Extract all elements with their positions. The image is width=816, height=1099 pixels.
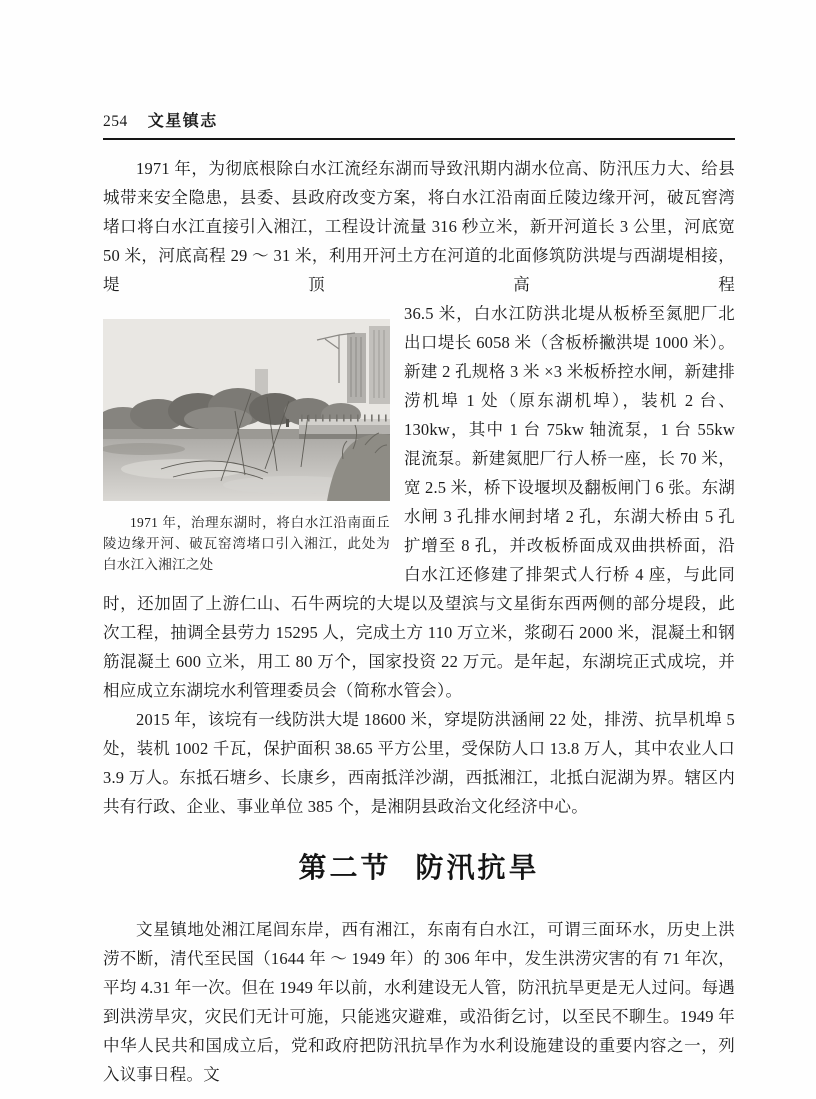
- paragraph-1971-intro: 1971 年，为彻底根除白水江流经东湖而导致汛期内湖水位高、防汛压力大、给县城带来安全隐患，县委、县政府改变方案，将白水江沿南面丘陵边缘开河，破瓦窖湾堵口将白水江直接引入湘江，工程设计流量 316 秒立米，新开河道长 3 公里，河底宽 50 米，河底高程 29 ～ 31 米，利用开河土方在河道的北面修筑防洪堤与西湖堤相接，堤顶高程: [103, 159, 735, 294]
- page-content: [103, 108, 735, 1089]
- paragraph-1971-continued-text: 36.5 米，白水江防洪北堤从板桥至氮肥厂北出口堤长 6058 米（含板桥撇洪堤 1000 米）。新建 2 孔规格 3 米 ×3 米板桥控水闸，新建排涝机埠 1 处（原东湖机埠），装机 2 台、130kw，其中 1 台 75kw 轴流泵，1 台 55kw 混流泵。新建氮肥厂行人桥一座，长 70 米，宽 2.5 米，桥下设堰坝及翻板闸门 6 张。东湖水闸 3 孔排水闸封堵 2 孔，东湖大桥由 5 孔扩增至 8 孔，并改板桥面成双曲拱桥面，沿白水江还修建了排架式人行桥 4 座，与此同时，还加固了上游仁山、石牛两垸的大堤以及望滨与文星街东西两侧的部分堤段，此次工程，抽调全县劳力 15295 人，完成土方 110 万立米，浆砌石 2000 米，混凝土和钢筋混凝土 600 立米，用工 80 万个，国家投资 22 万元。是年起，东湖垸正式成垸，并相应成立东湖垸水利管理委员会（简称水管会）。: [103, 304, 735, 700]
- paragraph-1971-continued: [103, 299, 735, 705]
- paragraph-flood-history: 文星镇地处湘江尾闾东岸，西有湘江，东南有白水江，可谓三面环水，历史上洪涝不断，清代至民国（1644 年 ～ 1949 年）的 306 年中，发生洪涝灾害的有 71 年次，平均 4.31 年一次。但在 1949 年以前，水利建设无人管，防汛抗旱更是无人过问。每遇到洪涝旱灾，灾民们无计可施，只能逃灾避难，或沿街乞讨，以至民不聊生。1949 年中华人民共和国成立后，党和政府把防汛抗旱作为水利设施建设的重要内容之一，列入议事日程。文: [103, 920, 735, 1084]
- page-header: [103, 108, 735, 140]
- photo-hut: [286, 419, 289, 427]
- photo-east-lake: [103, 319, 390, 501]
- section-heading: [103, 849, 735, 889]
- section-heading-number: 第二节: [298, 853, 392, 884]
- figure-east-lake: [103, 299, 390, 589]
- photo-illustration: [103, 319, 390, 501]
- book-title: 文星镇志: [147, 113, 218, 130]
- paragraph-2015-status: 2015 年，该垸有一线防洪大堤 18600 米，穿堤防洪涵闸 22 处，排涝、抗旱机埠 5 处，装机 1002 千瓦，保护面积 38.65 平方公里，受保防人口 13.8 万人，其中农业人口 3.9 万人。东抵石塘乡、长康乡，西南抵洋沙湖，西抵湘江，北抵白泥湖为界。辖区内共有行政、企业、事业单位 385 个，是湘阴县政治文化经济中心。: [103, 710, 735, 816]
- page-body: [103, 154, 735, 1089]
- photo-caption: 1971 年，治理东湖时，将白水江沿南面丘陵边缘开河、破瓦窑湾堵口引入湘江，此处为白水江入湘江之处: [103, 515, 390, 572]
- section-heading-title: 防汛抗旱: [415, 853, 540, 884]
- page-number: 254: [103, 113, 128, 130]
